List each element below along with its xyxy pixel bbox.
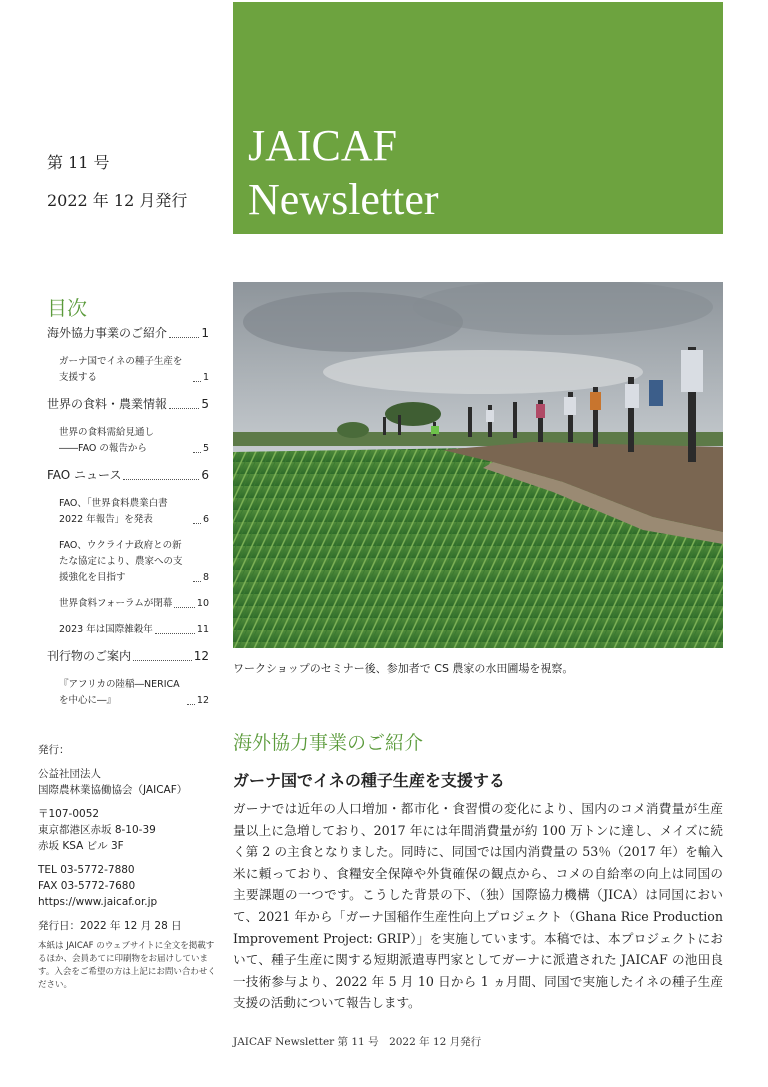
rice-field-photo xyxy=(233,282,723,648)
toc-leader-dots xyxy=(169,408,199,409)
toc-item[interactable] xyxy=(59,677,209,709)
toc-item-page: 12 xyxy=(193,649,209,663)
postal-code: 〒107-0052 xyxy=(38,808,100,820)
toc-item-label: FAO、「世界食料農業白書 2022 年報告」を発表 xyxy=(59,498,168,525)
masthead-title-line1: JAICAF xyxy=(248,121,398,170)
toc-leader-dots xyxy=(133,660,192,661)
toc-item-page: 11 xyxy=(196,624,209,635)
photo-caption: ワークショップのセミナー後、参加者で CS 農家の水田圃場を視察。 xyxy=(233,662,574,675)
toc-item-label: 2023 年は国際雑穀年 xyxy=(59,624,153,635)
toc-item-label: FAO、ウクライナ政府との新たな協定により、農家への支援強化を目指す xyxy=(59,540,183,583)
issue-date: 2022 年 12 月発行 xyxy=(47,191,188,210)
toc-item[interactable] xyxy=(47,325,209,342)
toc-item-label: 世界の食料需給見通し――FAO の報告から xyxy=(59,427,155,454)
toc-leader-dots xyxy=(187,704,195,705)
toc-leader-dots xyxy=(193,581,201,582)
toc-item-label: 刊行物のご案内 xyxy=(47,649,132,663)
website-link[interactable]: https://www.jaicaf.or.jp xyxy=(38,896,158,908)
toc-item-page: 1 xyxy=(201,326,209,340)
toc-item-page: 5 xyxy=(202,443,209,454)
address-line-2: 赤坂 KSA ビル 3F xyxy=(38,840,124,852)
toc-item-page: 10 xyxy=(196,598,209,609)
section-heading: 海外協力事業のご紹介 xyxy=(233,732,424,754)
toc-item-page: 5 xyxy=(201,397,209,411)
article-body: ガーナでは近年の人口増加・都市化・食習慣の変化により、国内のコメ消費量が生産量以上に急増しており、2017 年には年間消費量が約 100 万トンに達し、メイズに続く第 2 の主食となりました。同時に、同国では国内消費量の 53％（2017 年）を輸入米に頼っており、食糧安全保障や外貨確保の観点から、コメの自給率の向上は同国の主要課題の一つです。こうした背景の下、（独）国際協力機構（JICA）は同国において、2021 年から「ガーナ国稲作生産性向上プロジェクト（Ghana Rice Production Improvement Project: GRIP）」を実施しています。本稿では、本プロジェクトにおいて、種子生産に関する短期派遣専門家としてガーナに派遣された JAICAF の池田良一技術参与より、2022 年 5 月 10 日から 1 ヵ月間、同国で実施したイネの種子生産支援の活動について報告します。 xyxy=(233,801,723,1011)
toc-item-page: 6 xyxy=(202,514,209,525)
fax-number: FAX 03-5772-7680 xyxy=(38,880,136,892)
article-title: ガーナ国でイネの種子生産を支援する xyxy=(233,771,505,790)
toc-item[interactable] xyxy=(59,596,209,612)
toc-leader-dots xyxy=(169,337,199,338)
toc-item[interactable] xyxy=(59,622,209,638)
phone-number: TEL 03-5772-7880 xyxy=(38,864,135,876)
toc-item-label: 『アフリカの陸稲―NERICA を中心に―』 xyxy=(59,679,180,706)
toc-leader-dots xyxy=(193,523,201,524)
publication-date: 発行日：2022 年 12 月 28 日 xyxy=(38,920,182,932)
toc-item-label: ガーナ国でイネの種子生産を支援する xyxy=(59,356,183,383)
toc-item[interactable] xyxy=(47,648,209,665)
table-of-contents xyxy=(47,325,209,719)
toc-leader-dots xyxy=(123,479,199,480)
toc-item-page: 6 xyxy=(201,468,209,482)
toc-item[interactable] xyxy=(59,354,209,386)
toc-item-label: 世界食料フォーラムが閉幕 xyxy=(59,598,173,609)
page-footer: JAICAF Newsletter 第 11 号 2022 年 12 月発行 xyxy=(233,1036,482,1048)
publisher-note: 本紙は JAICAF のウェブサイトに全文を掲載するほか、会員あてに印刷物をお届けしています。入会をご希望の方は上記にお問い合わせください。 xyxy=(38,941,216,990)
toc-item-label: FAO ニュース xyxy=(47,468,122,482)
toc-item[interactable] xyxy=(59,538,209,586)
toc-item-page: 12 xyxy=(196,695,209,706)
toc-leader-dots xyxy=(155,633,195,634)
toc-item-label: 海外協力事業のご紹介 xyxy=(47,326,168,340)
issue-number: 第 11 号 xyxy=(47,153,110,172)
toc-leader-dots xyxy=(193,381,201,382)
publisher-label: 発行： xyxy=(38,744,70,756)
toc-item-page: 1 xyxy=(202,372,209,383)
toc-item[interactable] xyxy=(47,396,209,413)
masthead xyxy=(233,2,723,234)
toc-leader-dots xyxy=(193,452,201,453)
toc-item[interactable] xyxy=(47,467,209,484)
toc-item[interactable] xyxy=(59,425,209,457)
toc-item-label: 世界の食料・農業情報 xyxy=(47,397,168,411)
toc-title: 目次 xyxy=(47,296,87,320)
publisher-info xyxy=(38,742,218,992)
address-line-1: 東京都港区赤坂 8-10-39 xyxy=(38,824,156,836)
masthead-title-line2: Newsletter xyxy=(248,175,439,224)
publisher-org-type: 公益社団法人 xyxy=(38,768,101,780)
publisher-org-name: 国際農林業協働協会（JAICAF） xyxy=(38,784,188,796)
toc-item[interactable] xyxy=(59,496,209,528)
toc-leader-dots xyxy=(174,607,194,608)
toc-item-page: 8 xyxy=(202,572,209,583)
